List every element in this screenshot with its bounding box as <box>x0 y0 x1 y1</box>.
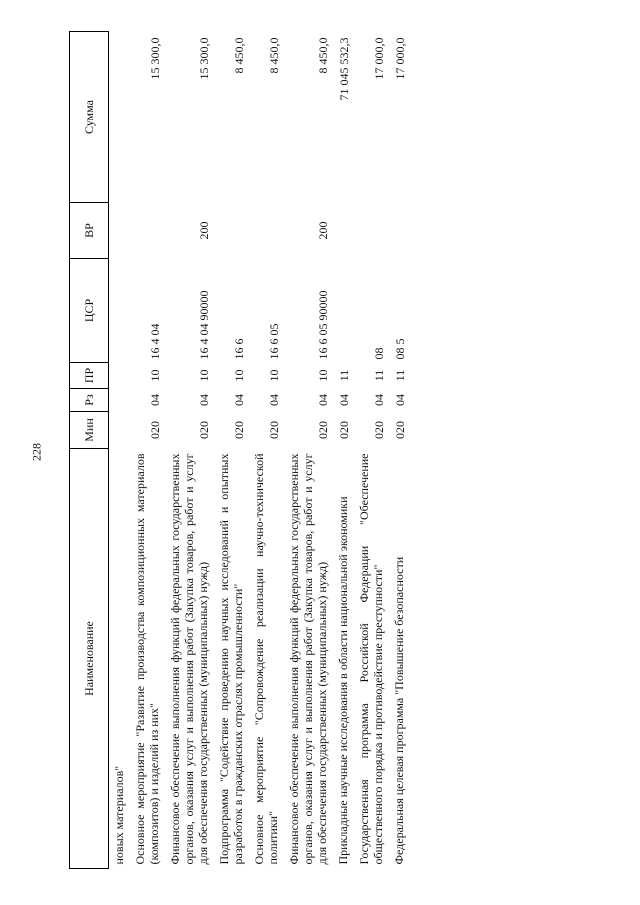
row-min: 020 <box>148 421 162 439</box>
row-pr: 10 <box>232 369 246 382</box>
row-rz: 04 <box>337 394 351 406</box>
row-min: 020 <box>316 421 330 439</box>
header-pr: ПР <box>70 363 109 389</box>
row-rz: 04 <box>148 394 162 406</box>
row-vr <box>214 203 249 259</box>
row-pr: 10 <box>148 369 162 382</box>
row-pr: 10 <box>316 369 330 382</box>
row-pr: 11 <box>393 369 407 382</box>
row-name: Прикладные научные исследования в области национальной экономики <box>336 496 350 865</box>
row-rz: 04 <box>232 394 246 406</box>
header-rz: Рз <box>70 389 109 412</box>
row-min: 020 <box>337 421 351 439</box>
table-row <box>389 32 410 869</box>
row-csr: 16 4 04 90000 <box>197 290 211 360</box>
row-rz: 04 <box>393 394 407 406</box>
row-vr: 200 <box>197 221 211 240</box>
row-min <box>109 412 131 449</box>
row-vr <box>130 203 165 259</box>
row-rz: 04 <box>372 394 386 406</box>
header-row <box>70 32 109 869</box>
row-vr <box>354 203 389 259</box>
row-name: Федеральная целевая программа "Повышение безопасности <box>392 556 406 865</box>
row-rz: 04 <box>267 394 281 406</box>
table-row <box>354 32 389 869</box>
page-number: 228 <box>29 443 44 461</box>
row-min: 020 <box>372 421 386 439</box>
table-row <box>130 32 165 869</box>
row-sum <box>109 32 131 203</box>
row-csr: 16 6 05 90000 <box>316 290 330 360</box>
row-sum: 17 000,0 <box>393 37 407 80</box>
row-pr: 10 <box>267 369 281 382</box>
row-min: 020 <box>267 421 281 439</box>
header-min: Мин <box>70 412 109 449</box>
row-name: Основное мероприятие "Сопровождение реализации научно-технической политики" <box>252 453 280 865</box>
row-csr: 16 6 05 <box>267 323 281 360</box>
table-row <box>214 32 249 869</box>
row-name: Государственная программа Российской Федерации "Обеспечение общественного порядка и противодействие преступности" <box>357 453 385 865</box>
header-csr: ЦСР <box>70 259 109 363</box>
row-name: Подпрограмма "Содействие проведению научных исследований и опытных разработок в гражданских отраслях промышленности" <box>217 453 245 865</box>
row-rz <box>109 389 131 412</box>
row-pr <box>109 363 131 389</box>
table-row <box>284 32 333 869</box>
table-row <box>109 32 131 869</box>
table-row <box>333 32 354 869</box>
row-min: 020 <box>393 421 407 439</box>
row-sum: 8 450,0 <box>267 37 281 74</box>
row-vr: 200 <box>316 221 330 240</box>
row-sum: 8 450,0 <box>232 37 246 74</box>
row-csr <box>109 259 131 363</box>
table-body <box>109 32 411 869</box>
header-vr: ВР <box>70 203 109 259</box>
row-csr: 08 5 <box>393 338 407 360</box>
row-vr <box>109 203 131 259</box>
row-csr <box>333 259 354 363</box>
budget-table <box>69 31 410 869</box>
row-sum: 71 045 532,3 <box>337 37 351 101</box>
row-rz: 04 <box>316 394 330 406</box>
row-vr <box>333 203 354 259</box>
table-row <box>249 32 284 869</box>
row-sum: 17 000,0 <box>372 37 386 80</box>
row-name: Финансовое обеспечение выполнения функций федеральных государственных органов, оказания услуг и выполнения работ (Закупка товаров, работ и услуг для обеспечения государственных (муниципальных) нужд) <box>287 453 329 865</box>
header-sum: Сумма <box>70 32 109 203</box>
row-name: новых материалов" <box>112 765 126 865</box>
row-min: 020 <box>197 421 211 439</box>
table-header <box>70 32 109 869</box>
row-csr: 08 <box>372 347 386 360</box>
row-vr <box>389 203 410 259</box>
row-pr: 11 <box>337 369 351 382</box>
row-pr: 11 <box>372 369 386 382</box>
row-sum: 8 450,0 <box>316 37 330 74</box>
row-rz: 04 <box>197 394 211 406</box>
row-name: Финансовое обеспечение выполнения функций федеральных государственных органов, оказания услуг и выполнения работ (Закупка товаров, работ и услуг для обеспечения государственных (муниципальных) нужд) <box>168 453 210 865</box>
row-csr: 16 6 <box>232 338 246 360</box>
row-min: 020 <box>232 421 246 439</box>
row-vr <box>249 203 284 259</box>
table-row <box>165 32 214 869</box>
row-csr: 16 4 04 <box>148 323 162 360</box>
row-name: Основное мероприятие "Развитие производства композиционных материалов (композитов) и изделий из них" <box>133 453 161 865</box>
row-pr: 10 <box>197 369 211 382</box>
header-name: Наименование <box>70 449 109 869</box>
row-sum: 15 300,0 <box>148 37 162 80</box>
rotated-page-content <box>69 32 629 869</box>
row-sum: 15 300,0 <box>197 37 211 80</box>
